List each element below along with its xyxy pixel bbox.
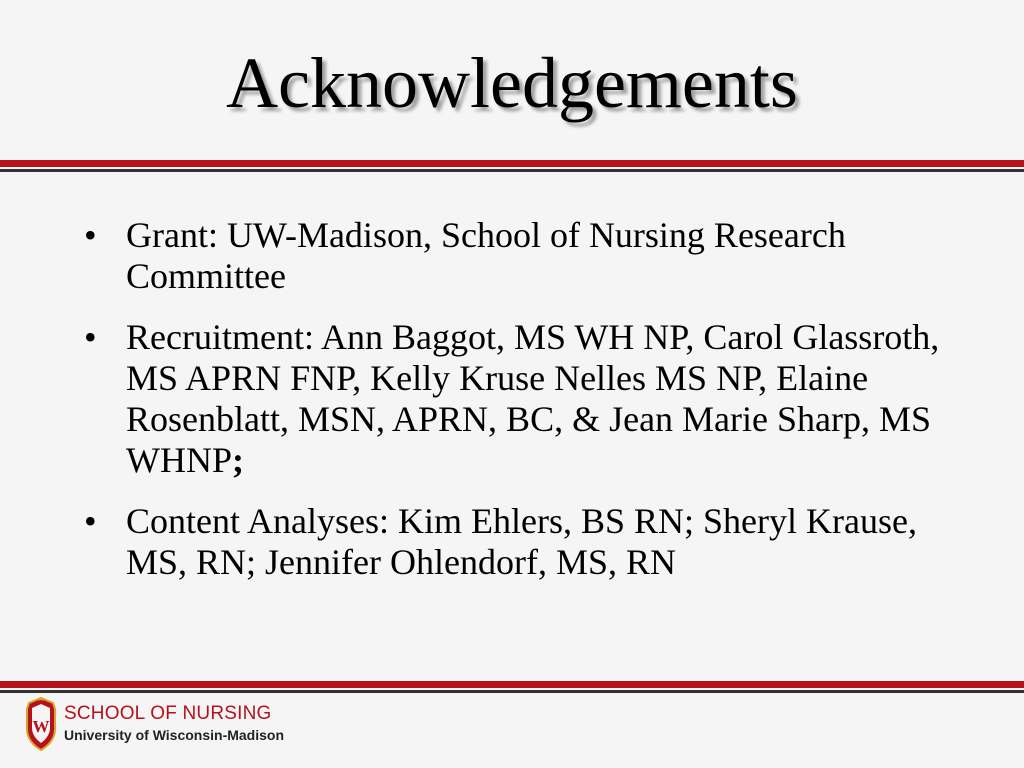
school-of-nursing-logo: [24, 697, 344, 755]
top-divider: [0, 160, 1024, 172]
bullet-text: Grant: UW-Madison, School of Nursing Research Committee: [126, 215, 846, 296]
slide-title: Acknowledgements: [226, 43, 798, 123]
logo-university-name: University of Wisconsin-Madison: [64, 727, 285, 743]
bullet-item-grant: [80, 215, 950, 297]
bullet-suffix: ;: [232, 440, 244, 480]
uw-crest-icon: [24, 697, 58, 751]
bullet-text: Recruitment: Ann Baggot, MS WH NP, Carol Glassroth, MS APRN FNP, Kelly Kruse Nelles MS NP, Elaine Rosenblatt, MSN, APRN, BC, & Jean Marie Sharp, MS WHNP: [126, 317, 940, 480]
bullet-icon: •: [84, 317, 97, 357]
logo-school-name: SCHOOL OF NURSING: [64, 703, 272, 724]
bullet-icon: •: [84, 215, 97, 255]
crest-letter: W: [32, 717, 50, 736]
bottom-divider: [0, 681, 1024, 693]
bullet-item-recruitment: [80, 317, 950, 481]
bullet-item-content-analyses: [80, 501, 950, 583]
bullet-icon: •: [84, 501, 97, 541]
bullet-list: [80, 215, 950, 603]
bullet-text: Content Analyses: Kim Ehlers, BS RN; Sheryl Krause, MS, RN; Jennifer Ohlendorf, MS, RN: [126, 501, 917, 582]
